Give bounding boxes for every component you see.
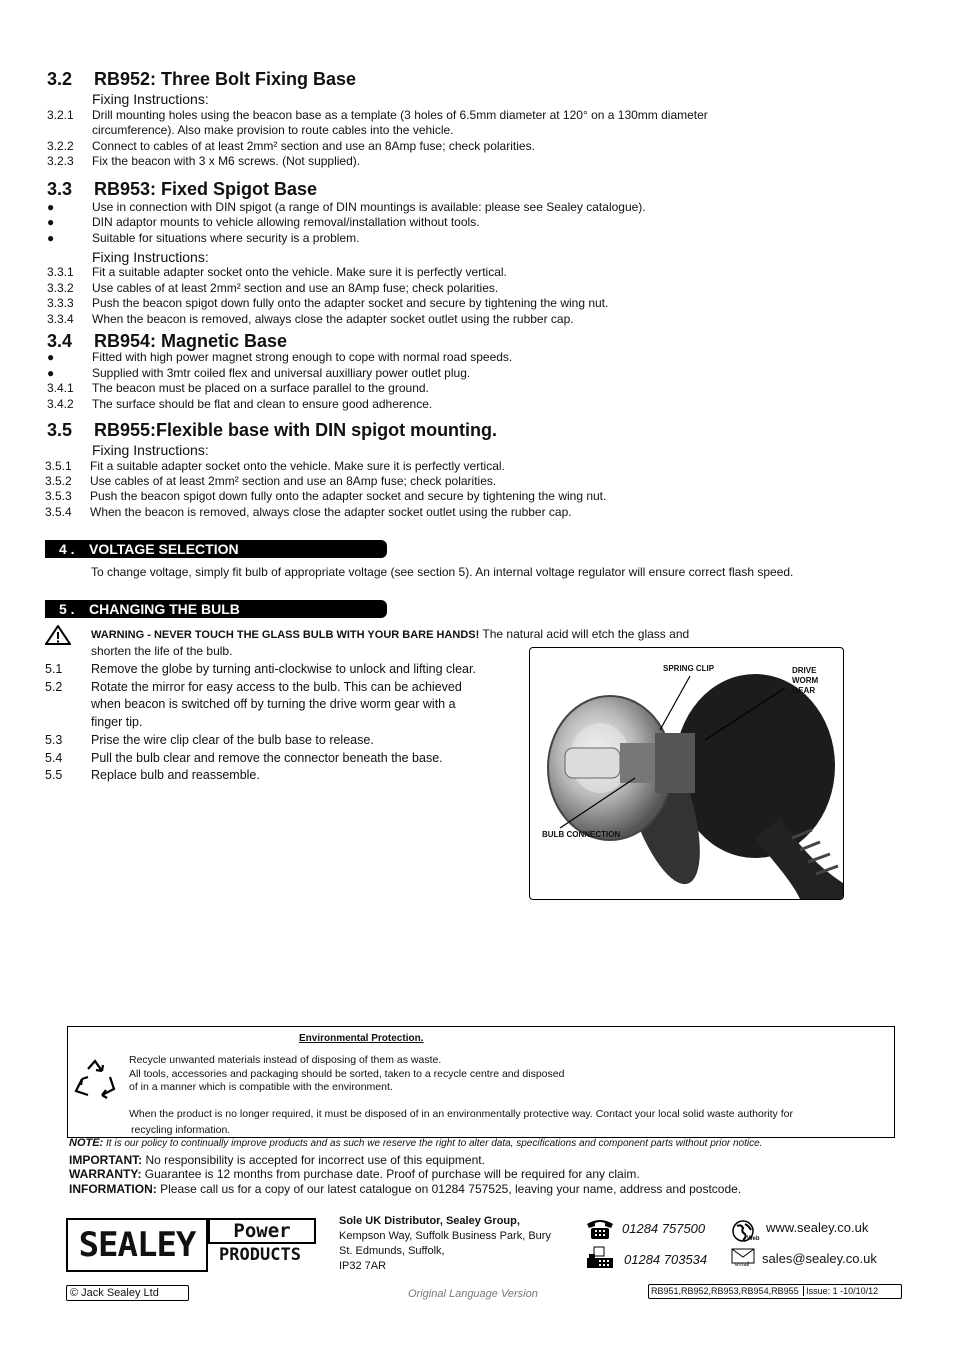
website-link[interactable]: www.sealey.co.uk xyxy=(766,1220,869,1235)
environmental-line1: Recycle unwanted materials instead of disposing of them as waste. xyxy=(129,1054,442,1066)
environmental-title: Environmental Protection. xyxy=(299,1033,424,1044)
section-3-5-list: 3.5.1 Fit a suitable adapter socket onto the vehicle. Make sure it is perfectly vertical. 3.5.2 Use cables of at least 2mm² section and use an 8Amp fuse; check polarities. 3.5.3 Push the beacon spigot down fully onto the adapter socket and secure by tightening the wing nut. 3.5.4 When the beacon is removed, always close the adapter socket outlet using the rubber cap. xyxy=(45,459,607,519)
voltage-selection-text: To change voltage, simply fit bulb of appropriate voltage (see section 5). An internal voltage regulator will ensure correct flash speed. xyxy=(91,565,794,579)
original-language-label: Original Language Version xyxy=(408,1288,538,1300)
address-line2: St. Edmunds, Suffolk, xyxy=(339,1245,445,1257)
section-3-5-heading: 3.5 RB955:Flexible base with DIN spigot mounting. xyxy=(47,420,498,440)
phone-number[interactable]: 01284 757500 xyxy=(622,1221,706,1236)
important-line: IMPORTANT: No responsibility is accepted for incorrect use of this equipment. xyxy=(69,1153,485,1167)
warning-text-line2: shorten the life of the bulb. xyxy=(91,644,233,658)
environmental-line5: recycling information. xyxy=(131,1124,231,1136)
section-3-2-subheading: Fixing Instructions: xyxy=(92,91,209,107)
address-line3: IP32 7AR xyxy=(339,1260,387,1272)
power-logo: Power xyxy=(208,1218,316,1244)
distributor-title: Sole UK Distributor, Sealey Group, xyxy=(339,1215,520,1227)
model-numbers: RB951,RB952,RB953,RB954,RB955 xyxy=(651,1286,799,1296)
environmental-line2: All tools, accessories and packaging should be sorted, taken to a recycle centre and disposed xyxy=(129,1068,565,1080)
environmental-line3: of in a manner which is compatible with the environment. xyxy=(129,1081,393,1093)
section-4-header-bar: 4 . VOLTAGE SELECTION xyxy=(45,540,387,558)
issue-date: Issue: 1 -10/10/12 xyxy=(803,1286,878,1296)
environmental-line4: When the product is no longer required, it must be disposed of in an environmentally protective way. Contact your local solid waste authority for xyxy=(129,1108,793,1120)
note-line: NOTE: It is our policy to continually improve products and as such we reserve the right to alter data, specifications and component parts without prior notice. xyxy=(69,1137,763,1149)
web-globe-icon: Web xyxy=(731,1220,763,1244)
email-icon: email xyxy=(731,1248,757,1270)
beacon-figure xyxy=(529,647,844,900)
section-3-5-subheading: Fixing Instructions: xyxy=(92,442,209,458)
section-3-4-heading: 3.4 RB954: Magnetic Base xyxy=(47,331,288,351)
warning-text: WARNING - NEVER TOUCH THE GLASS BULB WITH YOUR BARE HANDS! The natural acid will etch the glass and xyxy=(91,627,690,641)
email-link[interactable]: sales@sealey.co.uk xyxy=(762,1251,877,1266)
warranty-line: WARRANTY: Guarantee is 12 months from purchase date. Proof of purchase will be required for any claim. xyxy=(69,1167,640,1181)
fax-number[interactable]: 01284 703534 xyxy=(624,1252,708,1267)
section-5-header-bar: 5 . CHANGING THE BULB xyxy=(45,600,387,618)
telephone-icon xyxy=(585,1218,615,1240)
information-line: INFORMATION: Please call us for a copy of our latest catalogue on 01284 757525, leaving your name, address and postcode. xyxy=(69,1182,742,1196)
section-3-3-list: 3.3.1 Fit a suitable adapter socket onto the vehicle. Make sure it is perfectly vertical. 3.3.2 Use cables of at least 2mm² section and use an 8Amp fuse; check polarities. 3.3.3 Push the beacon spigot down fully onto the adapter socket and secure by tightening the wing nut. 3.3.4 When the beacon is removed, always close the adapter socket outlet using the rubber cap. xyxy=(47,265,609,326)
spring-clip-label: SPRING CLIP xyxy=(663,664,715,673)
section-3-4-list: ● Fitted with high power magnet strong enough to cope with normal road speeds. ● Supplied with 3mtr coiled flex and universal auxilliary power outlet plug. 3.4.1 The beacon must be placed on a surface parallel to the ground. 3.4.2 The surface should be flat and clean to ensure good adherence. xyxy=(47,350,513,411)
sealey-logo: SEALEY xyxy=(66,1218,208,1272)
section-5-list: 5.1 Remove the globe by turning anti-clockwise to unlock and lifting clear. 5.2 Rotate the mirror for easy access to the bulb. This can be achieved when beacon is switched off by turning the drive worm gear with a finger tip. 5.3 Prise the wire clip clear of the bulb base to release. 5.4 Pull the bulb clear and remove the connector beneath the base. 5.5 Replace bulb and reassemble. xyxy=(45,662,476,782)
bulb-connection-label: BULB CONNECTION xyxy=(542,830,621,839)
address-line1: Kempson Way, Suffolk Business Park, Bury xyxy=(339,1230,551,1242)
warning-triangle-icon xyxy=(45,625,71,645)
model-issue-box xyxy=(648,1284,902,1299)
section-3-2-list: 3.2.1 Drill mounting holes using the beacon base as a template (3 holes of 6.5mm diameter at 120° on a 130mm diameter circumference). Also make provision to route cables into the vehicle. 3.2.2 Connect to cables of at least 2mm² section and use an 8Amp fuse; check polarities. 3.2.3 Fix the beacon with 3 x M6 screws. (Not supplied). xyxy=(47,108,708,168)
drive-worm-gear-label: DRIVE WORM GEAR xyxy=(792,666,819,695)
section-3-3-heading: 3.3 RB953: Fixed Spigot Base xyxy=(47,179,318,199)
fax-icon xyxy=(585,1246,615,1270)
section-3-3-bullets: ● Use in connection with DIN spigot (a range of DIN mountings is available: please see Sealey catalogue). ● DIN adaptor mounts to vehicle allowing removal/installation without tools. ● Suitable for situations where security is a problem. xyxy=(47,200,646,245)
section-3-3-subheading: Fixing Instructions: xyxy=(92,249,209,265)
section-3-2-heading: 3.2 RB952: Three Bolt Fixing Base xyxy=(47,69,357,89)
products-logo: PRODUCTS xyxy=(219,1245,301,1265)
recycle-icon xyxy=(72,1057,118,1103)
copyright: © Jack Sealey Ltd xyxy=(66,1285,189,1301)
